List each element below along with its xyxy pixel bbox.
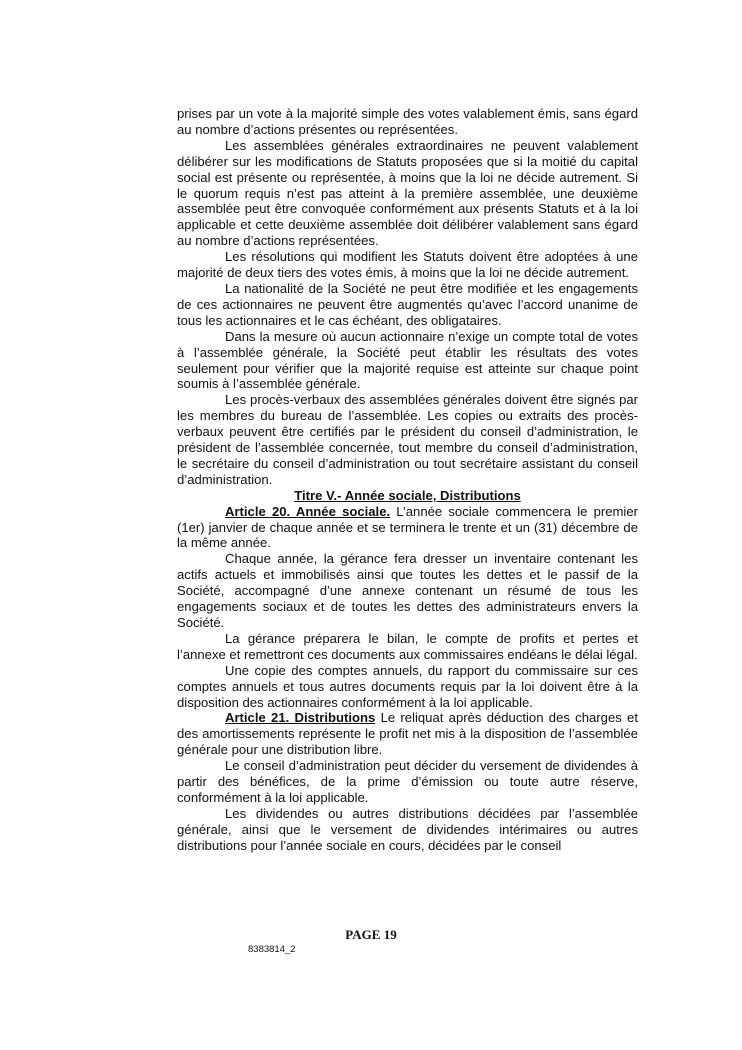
paragraph-inventory: Chaque année, la gérance fera dresser un inventaire contenant les actifs actuels et immobilisés ainsi que toutes les dettes et le passif de la Société, accompagné d’une annexe contenant un résumé de tous les engagements sociaux et de toutes les dettes des administrateurs envers la Société. <box>177 551 638 630</box>
paragraph-balance-sheet: La gérance préparera le bilan, le compte de profits et pertes et l’annexe et remettront ces documents aux commissaires endéans le délai légal. <box>177 630 638 662</box>
paragraph-extraordinary-assemblies: Les assemblées générales extraordinaires ne peuvent valablement délibérer sur les modifications de Statuts proposées que si la moitié du capital social est présente ou représentée, à moins que la loi ne décide autrement. Si le quorum requis n’est pas atteint à la première assemblée, une deuxième assemblée peut être convoquée conformément aux présents Statuts et à la loi applicable et cette deuxième assemblée doit délibérer valablement sans égard au nombre d’actions représentées. <box>177 137 638 249</box>
section-title-v: Titre V.- Année sociale, Distributions <box>294 487 521 503</box>
paragraph-vote-count: Dans la mesure où aucun actionnaire n’exige un compte total de votes à l’assemblée générale, la Société peut établir les résultats des votes seulement pour vérifier que la majorité requise est atteinte sur chaque point soumis à l’assemblée générale. <box>177 328 638 392</box>
article-20-text: L’année sociale commencera le premier (1er) janvier de chaque année et se terminera le trente et un (31) décembre de la même année. <box>177 503 638 551</box>
paragraph-dividends-distributions: Les dividendes ou autres distributions décidées par l’assemblée générale, ainsi que le versement de dividendes intérimaires ou autres distributions pour l’année sociale en cours, décidées par le conseil <box>177 805 638 853</box>
paragraph-article-20 <box>177 504 638 552</box>
article-20-heading: Article 20. Année sociale. <box>225 503 391 519</box>
article-21-heading: Article 21. Distributions <box>225 710 376 726</box>
article-21-text: Le reliquat après déduction des charges et des amortissements représente le profit net mis à la disposition de l’assemblée générale pour une distribution libre. <box>177 710 638 758</box>
paragraph-annual-accounts: Une copie des comptes annuels, du rapport du commissaire sur ces comptes annuels et tous autres documents requis par la loi doivent être à la disposition des actionnaires conformément à la loi applicable. <box>177 662 638 710</box>
paragraph-nationality: La nationalité de la Société ne peut être modifiée et les engagements de ces actionnaires ne peuvent être augmentés qu’avec l’accord unanime de tous les actionnaires et le cas échéant, des obligataires. <box>177 280 638 328</box>
paragraph-votes-continued: prises par un vote à la majorité simple des votes valablement émis, sans égard au nombre d’actions présentes ou représentées. <box>177 106 638 137</box>
document-reference: 8383814_2 <box>248 944 296 955</box>
paragraph-dividends-board: Le conseil d’administration peut décider du versement de dividendes à partir des bénéfices, de la prime d’émission ou toute autre réserve, conformément à la loi applicable. <box>177 758 638 805</box>
paragraph-minutes: Les procès-verbaux des assemblées générales doivent être signés par les membres du bureau de l’assemblée. Les copies ou extraits des procès-verbaux peuvent être certifiés par le président du conseil d’administration, le président de l’assemblée concernée, tout membre du conseil d’administration, le secrétaire du conseil d’administration ou tout secrétaire assistant du conseil d’administration. <box>177 392 638 487</box>
page-number: PAGE 19 <box>345 927 397 942</box>
paragraph-article-21 <box>177 710 638 758</box>
paragraph-statute-resolutions: Les résolutions qui modifient les Statuts doivent être adoptées à une majorité de deux tiers des votes émis, à moins que la loi ne décide autrement. <box>177 249 638 281</box>
document-body <box>177 106 638 854</box>
